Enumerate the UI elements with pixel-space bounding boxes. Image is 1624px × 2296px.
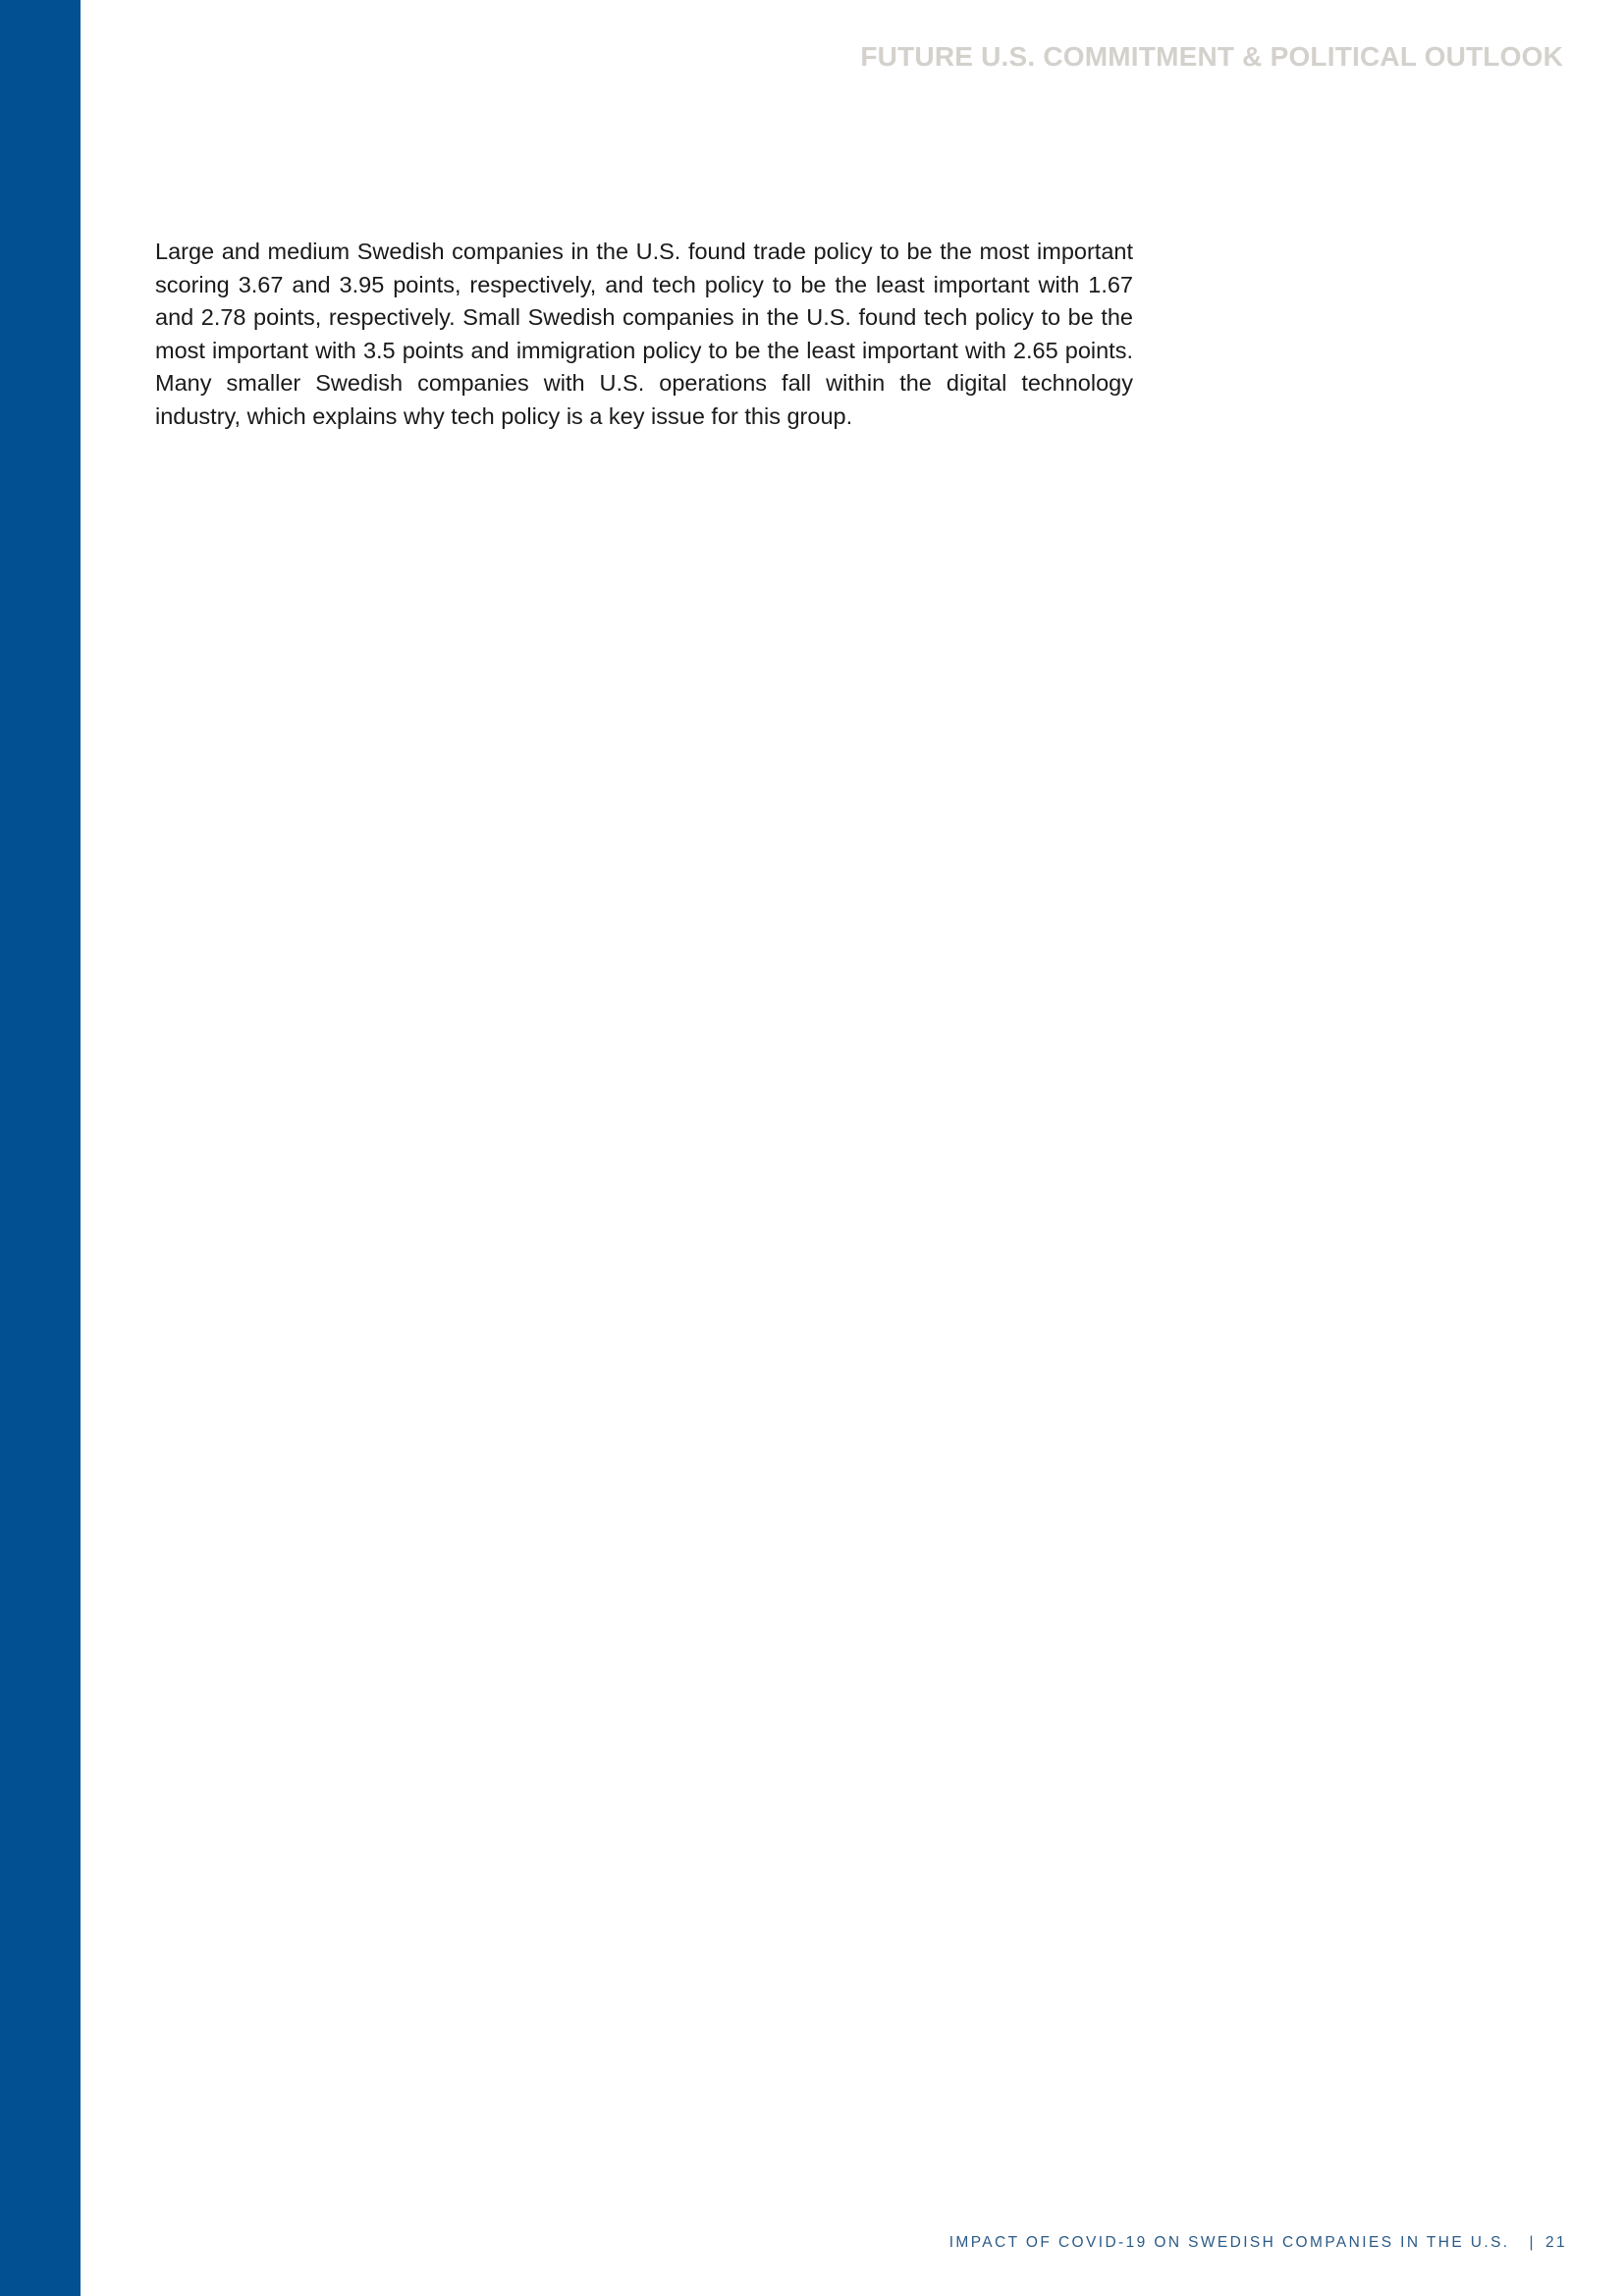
body-paragraph: Large and medium Swedish companies in the U.S. found trade policy to be the most important scoring 3.67 and 3.95 points, respectively, and tech policy to be the least important with 1.67 and 2.78 points, respectively. Small Swedish companies in the U.S. found tech policy to be the most important with 3.5 points and immigration policy to be the least important with 2.65 points. Many smaller Swedish companies with U.S. operations fall within the digital technology industry, which explains why tech policy is a key issue for this group. — [155, 239, 1133, 429]
page-footer — [949, 2234, 1567, 2252]
page-number: 21 — [1544, 2234, 1567, 2251]
footer-separator: | — [1529, 2234, 1536, 2251]
section-header: FUTURE U.S. COMMITMENT & POLITICAL OUTLOOK — [860, 41, 1563, 72]
footer-report-title: IMPACT OF COVID-19 ON SWEDISH COMPANIES IN THE U.S. — [948, 2234, 1510, 2251]
side-accent-bar — [0, 0, 81, 2296]
